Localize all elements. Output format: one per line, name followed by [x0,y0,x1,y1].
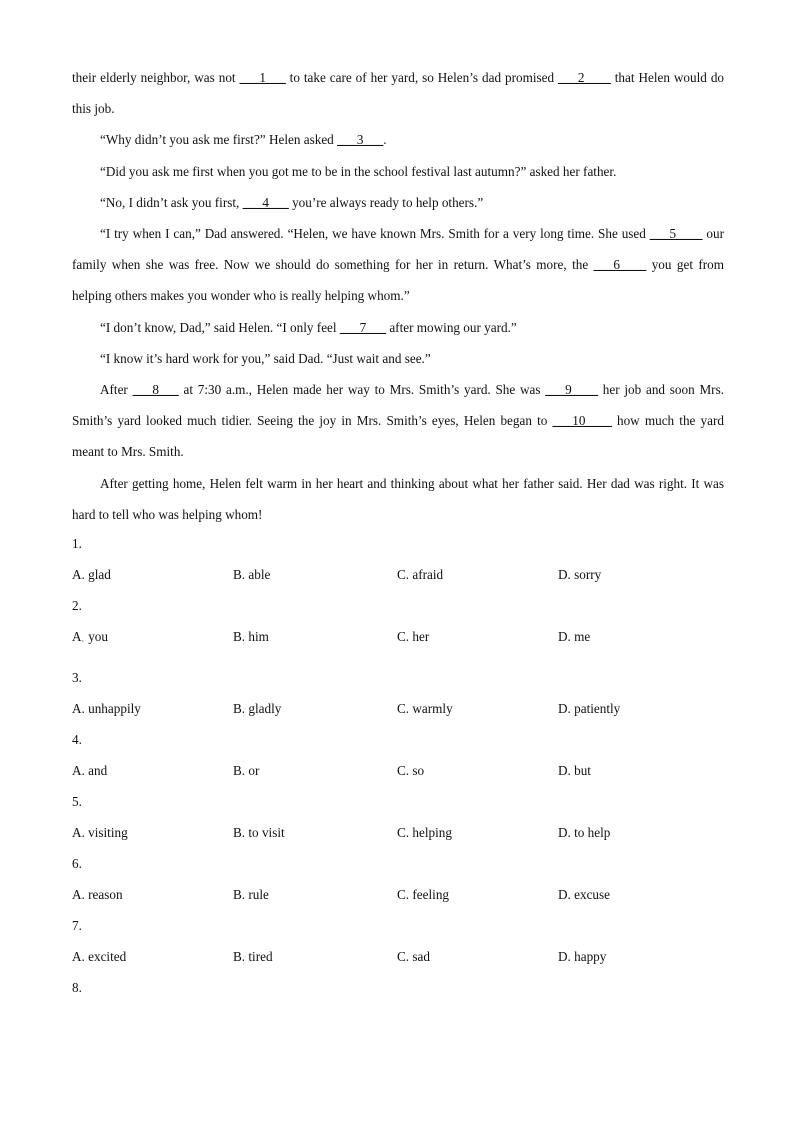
question-number: 4. [72,732,82,747]
option-b: B. to visit [233,825,285,840]
blank-10: ___10____ [552,413,612,429]
option-b: B. able [233,567,271,582]
option-a: A. and [72,763,108,778]
option-a: A. reason [72,887,123,902]
blank-7: ___7___ [339,319,387,335]
paragraph-1: their elderly neighbor, was not ___1___ to take care of her yard, so Helen’s dad promised ___2____ that Helen would do this job. [72,62,724,124]
paragraph-5: “I try when I can,” Dad answered. “Helen, we have known Mrs. Smith for a very long time. She used ___5____ our family when she was free. Now we should do something for her in return. What’s more, the ___6____ you get from helping others makes you wonder who is really helping whom.” [72,218,724,312]
question-5 [72,791,724,853]
option-a: A. excited [72,949,127,964]
option-c: C. warmly [397,701,453,716]
question-number: 6. [72,856,82,871]
blank-3: ___3___ [337,132,384,148]
question-8 [72,977,724,1039]
question-6 [72,853,724,915]
option-a [72,626,108,653]
option-b: B. or [233,763,260,778]
stray-dot: · [81,637,85,646]
option-b: B. tired [233,949,273,964]
question-number: 5. [72,794,82,809]
question-number: 8. [72,980,82,995]
question-1 [72,533,724,595]
option-a: A. visiting [72,825,128,840]
blank-1: ___1___ [239,70,286,85]
option-d: D. me [558,629,591,644]
option-a: A. unhappily [72,701,141,716]
option-d: D. to help [558,825,611,840]
paragraph-4: “No, I didn’t ask you first, ___4___ you’re always ready to help others.” [72,187,724,218]
blank-4: ___4___ [242,194,289,210]
blank-9: ___9____ [545,382,599,398]
option-c: C. helping [397,825,452,840]
option-b: B. gladly [233,701,282,716]
question-4 [72,729,724,791]
option-c: C. feeling [397,887,450,902]
option-b: B. him [233,629,269,644]
question-7 [72,915,724,977]
paragraph-9: After getting home, Helen felt warm in her heart and thinking about what her father said. Her dad was right. It was hard to tell who was helping whom! [72,475,724,522]
question-number: 7. [72,918,82,933]
question-3 [72,667,724,729]
option-d: D. but [558,763,591,778]
option-d: D. sorry [558,567,602,582]
question-list [72,533,724,1039]
passage [72,62,724,530]
option-c: C. her [397,629,430,644]
question-number: 1. [72,536,82,551]
option-d: D. happy [558,949,607,964]
option-d: D. patiently [558,701,621,716]
option-c: C. sad [397,949,430,964]
blank-6: ___6____ [593,257,647,273]
paragraph-7: “I know it’s hard work for you,” said Dad. “Just wait and see.” [100,350,431,366]
blank-5: ___5____ [649,226,703,242]
option-c: C. so [397,763,425,778]
option-b: B. rule [233,887,269,902]
paragraph-2: “Why didn’t you ask me first?” Helen asked ___3___. [72,124,724,155]
option-a: A. glad [72,567,111,582]
question-2 [72,595,724,667]
paragraph-6: “I don’t know, Dad,” said Helen. “I only feel ___7___ after mowing our yard.” [72,312,724,343]
question-number: 2. [72,598,82,613]
blank-2: ___2____ [558,70,611,85]
option-d: D. excuse [558,887,610,902]
option-text: you [88,629,108,644]
option-c: C. afraid [397,567,444,582]
paragraph-8: After ___8___ at 7:30 a.m., Helen made her way to Mrs. Smith’s yard. She was ___9____ her job and soon Mrs. Smith’s yard looked much tidier. Seeing the joy in Mrs. Smith’s eyes, Helen began to ___10____ how much the yard meant to Mrs. Smith. [72,374,724,468]
blank-8: ___8___ [132,382,179,398]
question-number: 3. [72,670,82,685]
paragraph-3: “Did you ask me first when you got me to be in the school festival last autumn?” asked her father. [100,163,617,179]
option-letter: A [72,629,82,644]
